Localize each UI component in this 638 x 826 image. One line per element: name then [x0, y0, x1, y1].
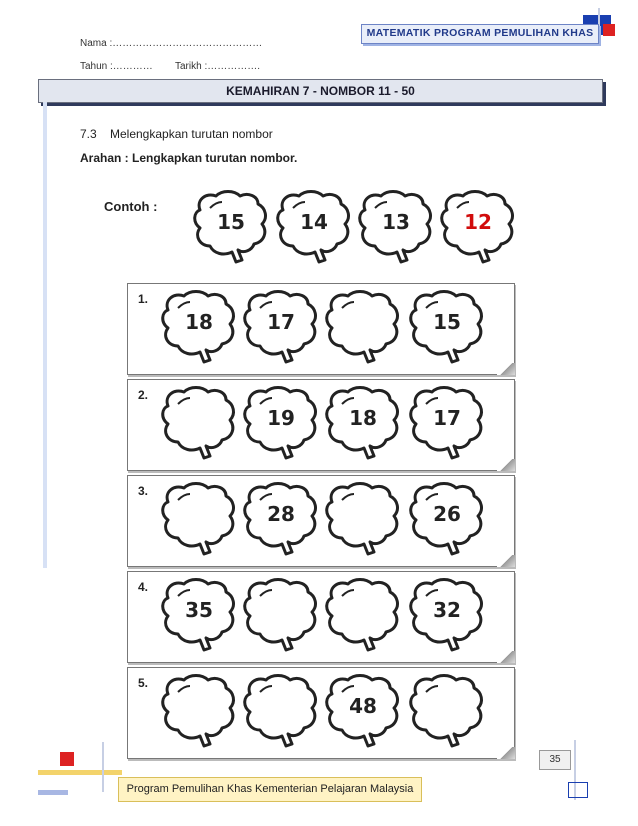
- leaf-number: 26: [433, 502, 461, 526]
- footer-decoration-left-bar: [38, 770, 122, 775]
- leaf-number: 19: [267, 406, 295, 430]
- footer-band: [118, 777, 422, 802]
- leaf-number: 17: [267, 310, 295, 334]
- name-field-label: Nama :………………………………………: [80, 38, 263, 49]
- leaf-icon: [160, 384, 238, 460]
- leaf-number: 15: [433, 310, 461, 334]
- program-title: MATEMATIK PROGRAM PEMULIHAN KHAS: [366, 27, 594, 39]
- footer-decoration-red-square: [60, 752, 74, 766]
- leaf: [275, 188, 353, 264]
- leaf-number: 14: [300, 210, 328, 234]
- footer-decoration-vertical: [102, 742, 104, 792]
- question-box: [127, 571, 515, 663]
- leaf-icon: [324, 576, 402, 652]
- leaf-number: 12: [464, 210, 492, 234]
- leaf: [160, 288, 238, 364]
- question-box: [127, 379, 515, 471]
- leaf-number: 28: [267, 502, 295, 526]
- leaf-icon: [160, 480, 238, 556]
- blank-leaf[interactable]: [160, 480, 238, 556]
- leaf-number: 15: [217, 210, 245, 234]
- question-box: [127, 667, 515, 759]
- instruction-text: Arahan : Lengkapkan turutan nombor.: [80, 151, 298, 165]
- question-number: 5.: [138, 676, 149, 690]
- leaf-icon: [324, 288, 402, 364]
- blank-leaf[interactable]: [324, 288, 402, 364]
- section-title: Melengkapkan turutan nombor: [110, 127, 273, 141]
- section-number: 7.3: [80, 127, 97, 141]
- page-curl: [497, 363, 515, 375]
- leaf-number: 18: [349, 406, 377, 430]
- leaf: [324, 384, 402, 460]
- example-label: Contoh :: [104, 199, 158, 214]
- blank-leaf[interactable]: [242, 576, 320, 652]
- page-curl: [497, 651, 515, 663]
- corner-decoration-top-red: [603, 24, 615, 36]
- question-number: 1.: [138, 292, 149, 306]
- page-curl: [497, 747, 515, 759]
- blank-leaf[interactable]: [160, 384, 238, 460]
- blank-leaf[interactable]: [324, 576, 402, 652]
- footer-text: Program Pemulihan Khas Kementerian Pelajaran Malaysia: [126, 783, 414, 795]
- leaf-number: 35: [185, 598, 213, 622]
- leaf: [408, 576, 486, 652]
- skill-title-band: [38, 79, 603, 103]
- leaf: [192, 188, 270, 264]
- leaf: [357, 188, 435, 264]
- leaf: [242, 288, 320, 364]
- leaf-icon: [160, 672, 238, 748]
- leaf-number: 13: [382, 210, 410, 234]
- program-title-band: [361, 24, 599, 44]
- leaf-icon: [408, 672, 486, 748]
- leaf-number: 32: [433, 598, 461, 622]
- question-number: 2.: [138, 388, 149, 402]
- page-curl: [497, 459, 515, 471]
- leaf: [408, 384, 486, 460]
- blank-leaf[interactable]: [160, 672, 238, 748]
- leaf-icon: [242, 576, 320, 652]
- blank-leaf[interactable]: [324, 480, 402, 556]
- leaf-icon: [324, 480, 402, 556]
- leaf: [324, 672, 402, 748]
- blank-leaf[interactable]: [408, 672, 486, 748]
- footer-decoration-blue: [38, 790, 68, 795]
- leaf: [408, 480, 486, 556]
- leaf-number: 18: [185, 310, 213, 334]
- page-curl: [497, 555, 515, 567]
- blank-leaf[interactable]: [242, 672, 320, 748]
- leaf-number: 17: [433, 406, 461, 430]
- leaf-number: 48: [349, 694, 377, 718]
- skill-title: KEMAHIRAN 7 - NOMBOR 11 - 50: [226, 84, 415, 98]
- question-box: [127, 283, 515, 375]
- leaf: [242, 480, 320, 556]
- page-number: 35: [539, 750, 571, 770]
- leaf: [408, 288, 486, 364]
- question-number: 3.: [138, 484, 149, 498]
- footer-decoration-right-blue: [568, 782, 588, 798]
- leaf: [242, 384, 320, 460]
- year-field-label: Tahun :…………: [80, 61, 153, 72]
- left-margin-line: [43, 102, 47, 568]
- question-box: [127, 475, 515, 567]
- leaf: [439, 188, 517, 264]
- leaf-icon: [242, 672, 320, 748]
- date-field-label: Tarikh :…………….: [175, 61, 261, 72]
- question-number: 4.: [138, 580, 149, 594]
- leaf: [160, 576, 238, 652]
